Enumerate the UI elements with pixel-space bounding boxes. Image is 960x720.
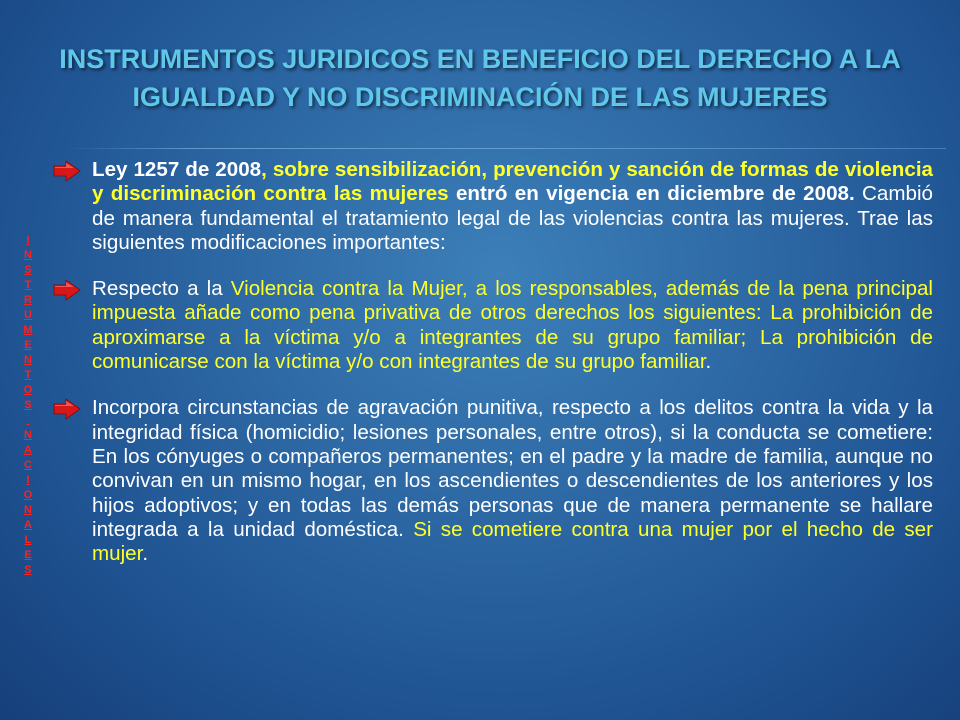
paragraph-3-body: Incorpora circunstancias de agravación punitiva, respecto a los delitos contra la vida y la integridad física (homicidio; lesiones personales, entre otros), si la conducta se cometiere: En los cónyuges o compañeros permanentes; en el padre y la madre de familia, aunque no convivan en un mismo hogar, en los ascendientes o descendientes de los anteriores y los hijos adoptivos; y en todas las demás personas que de manera permanente se hallare integrada a la unidad doméstica.: [92, 396, 933, 541]
law-change-summary: Cambió de manera fundamental el tratamiento legal de las violencias contra las mujeres. Trae las siguientes modificaciones importantes:: [92, 182, 934, 254]
law-effective-date: entró en vigencia en diciembre de 2008.: [448, 182, 855, 206]
paragraph-2-highlight: Violencia contra la Mujer, a los responsables, además de la pena principal impuesta añade como pena privativa de otros derechos los siguientes: La prohibición de aproximarse a la víctima y/o a integrantes de su grupo familiar; La prohibición de comunicarse con la víctima y/o con integrantes de su grupo familiar: [92, 277, 934, 374]
side-label-letter: R: [24, 294, 32, 306]
side-label-letter: S: [24, 264, 32, 276]
side-label-letter: [16, 413, 40, 428]
side-label-letter: O: [23, 384, 33, 396]
arrow-right-icon: [52, 279, 82, 301]
law-description: , sobre sensibilización, prevención y sanción de formas de violencia y discriminación contra las mujeres: [92, 158, 933, 206]
paragraph-violencia-contra-la-mujer: [92, 277, 933, 374]
side-label-letter: U: [24, 309, 32, 321]
side-label-letter: N: [24, 354, 32, 366]
arrow-right-icon: [52, 160, 82, 182]
paragraph-2-intro: Respecto a la: [92, 277, 231, 301]
side-label-letter: S: [24, 399, 32, 411]
side-label-letter: M: [23, 324, 33, 336]
side-label-letter: I: [26, 234, 30, 246]
paragraph-3-end: .: [142, 542, 149, 566]
vertical-side-label: [16, 233, 40, 578]
side-label-letter: O: [23, 489, 33, 501]
side-label-letter: E: [24, 339, 32, 351]
side-label-letter: N: [24, 249, 32, 261]
side-label-letter: T: [24, 369, 32, 381]
side-label-letter: L: [24, 534, 32, 546]
title-divider: [66, 148, 946, 149]
paragraph-ley-1257: [92, 158, 933, 255]
side-label-letter: A: [24, 519, 32, 531]
slide-content: [92, 158, 933, 588]
side-label-letter: S: [24, 564, 32, 576]
side-label-letter: N: [24, 504, 32, 516]
law-reference: Ley 1257 de 2008: [92, 158, 262, 181]
slide-title: [40, 40, 920, 116]
side-label-letter: N: [24, 429, 32, 441]
slide-title-line-2: IGUALDAD Y NO DISCRIMINACIÓN DE LAS MUJERES: [132, 82, 828, 112]
side-label-letter: C: [24, 459, 32, 471]
arrow-right-icon: [52, 398, 82, 420]
side-label-letter: E: [24, 549, 32, 561]
paragraph-2-end: .: [705, 350, 712, 374]
side-label-letter: I: [26, 474, 30, 486]
paragraph-agravacion-punitiva: [92, 396, 933, 566]
paragraph-3-highlight: Si se cometiere contra una mujer por el hecho de ser mujer: [92, 517, 933, 566]
side-label-letter: T: [24, 279, 32, 291]
side-label-letter: A: [24, 444, 32, 456]
slide-title-line-1: INSTRUMENTOS JURIDICOS EN BENEFICIO DEL DERECHO A LA: [59, 44, 901, 74]
